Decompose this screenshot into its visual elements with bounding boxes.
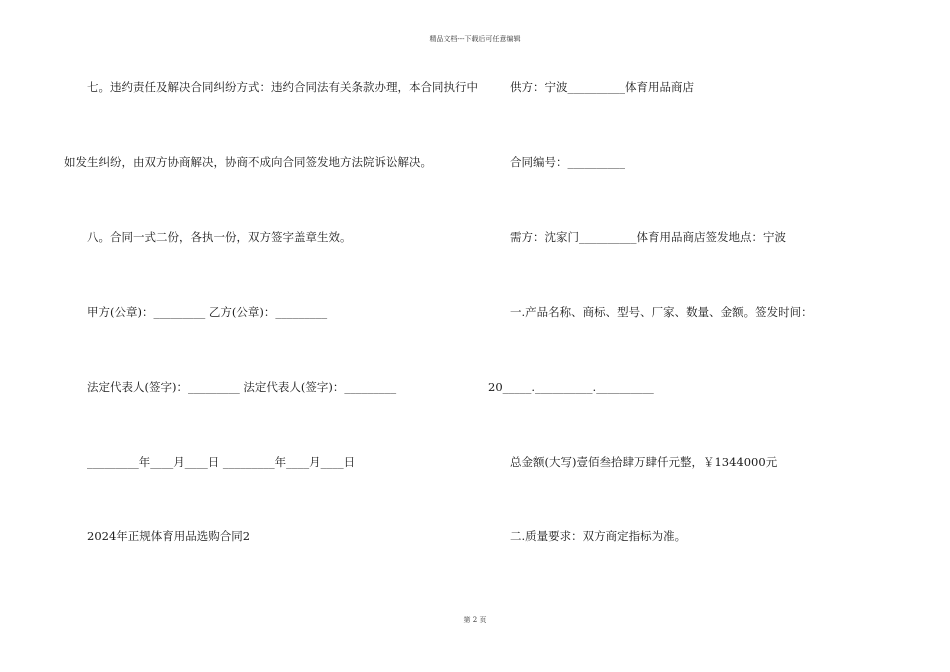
product-clause-line: 一.产品名称、商标、型号、厂家、数量、金额。签发时间：	[510, 305, 813, 319]
contract-number-line: 合同编号：__________	[510, 155, 625, 169]
quality-clause-line: 二.质量要求：双方商定指标为准。	[510, 529, 687, 543]
clause-eight: 八。合同一式二份，各执一份，双方签字盖章生效。	[87, 230, 352, 244]
supplier-line: 供方：宁波__________体育用品商店	[510, 80, 694, 94]
buyer-line: 需方：沈家门__________体育用品商店签发地点：宁波	[510, 230, 786, 244]
sign-date-line: 20_____.__________.__________	[488, 380, 654, 394]
contract-title: 2024年正规体育用品选购合同2	[87, 529, 251, 543]
total-amount-line: 总金额(大写)壹佰叁拾肆万肆仟元整，￥1344000元	[510, 455, 778, 469]
clause-seven-line-2: 如发生纠纷，由双方协商解决，协商不成向合同签发地方法院诉讼解决。	[64, 155, 432, 169]
signature-dates-line: _________年____月____日 _________年____月____日	[87, 455, 356, 469]
party-seals-line: 甲方(公章)：_________ 乙方(公章)：_________	[87, 305, 328, 319]
representative-signatures-line: 法定代表人(签字)：_________ 法定代表人(签字)：_________	[87, 380, 397, 394]
clause-seven-line-1: 七。违约责任及解决合同纠纷方式：违约合同法有关条款办理，本合同执行中	[87, 80, 478, 94]
page-header: 精品文档---下载后可任意编辑	[429, 35, 521, 43]
page-footer: 第 2 页	[463, 616, 487, 624]
